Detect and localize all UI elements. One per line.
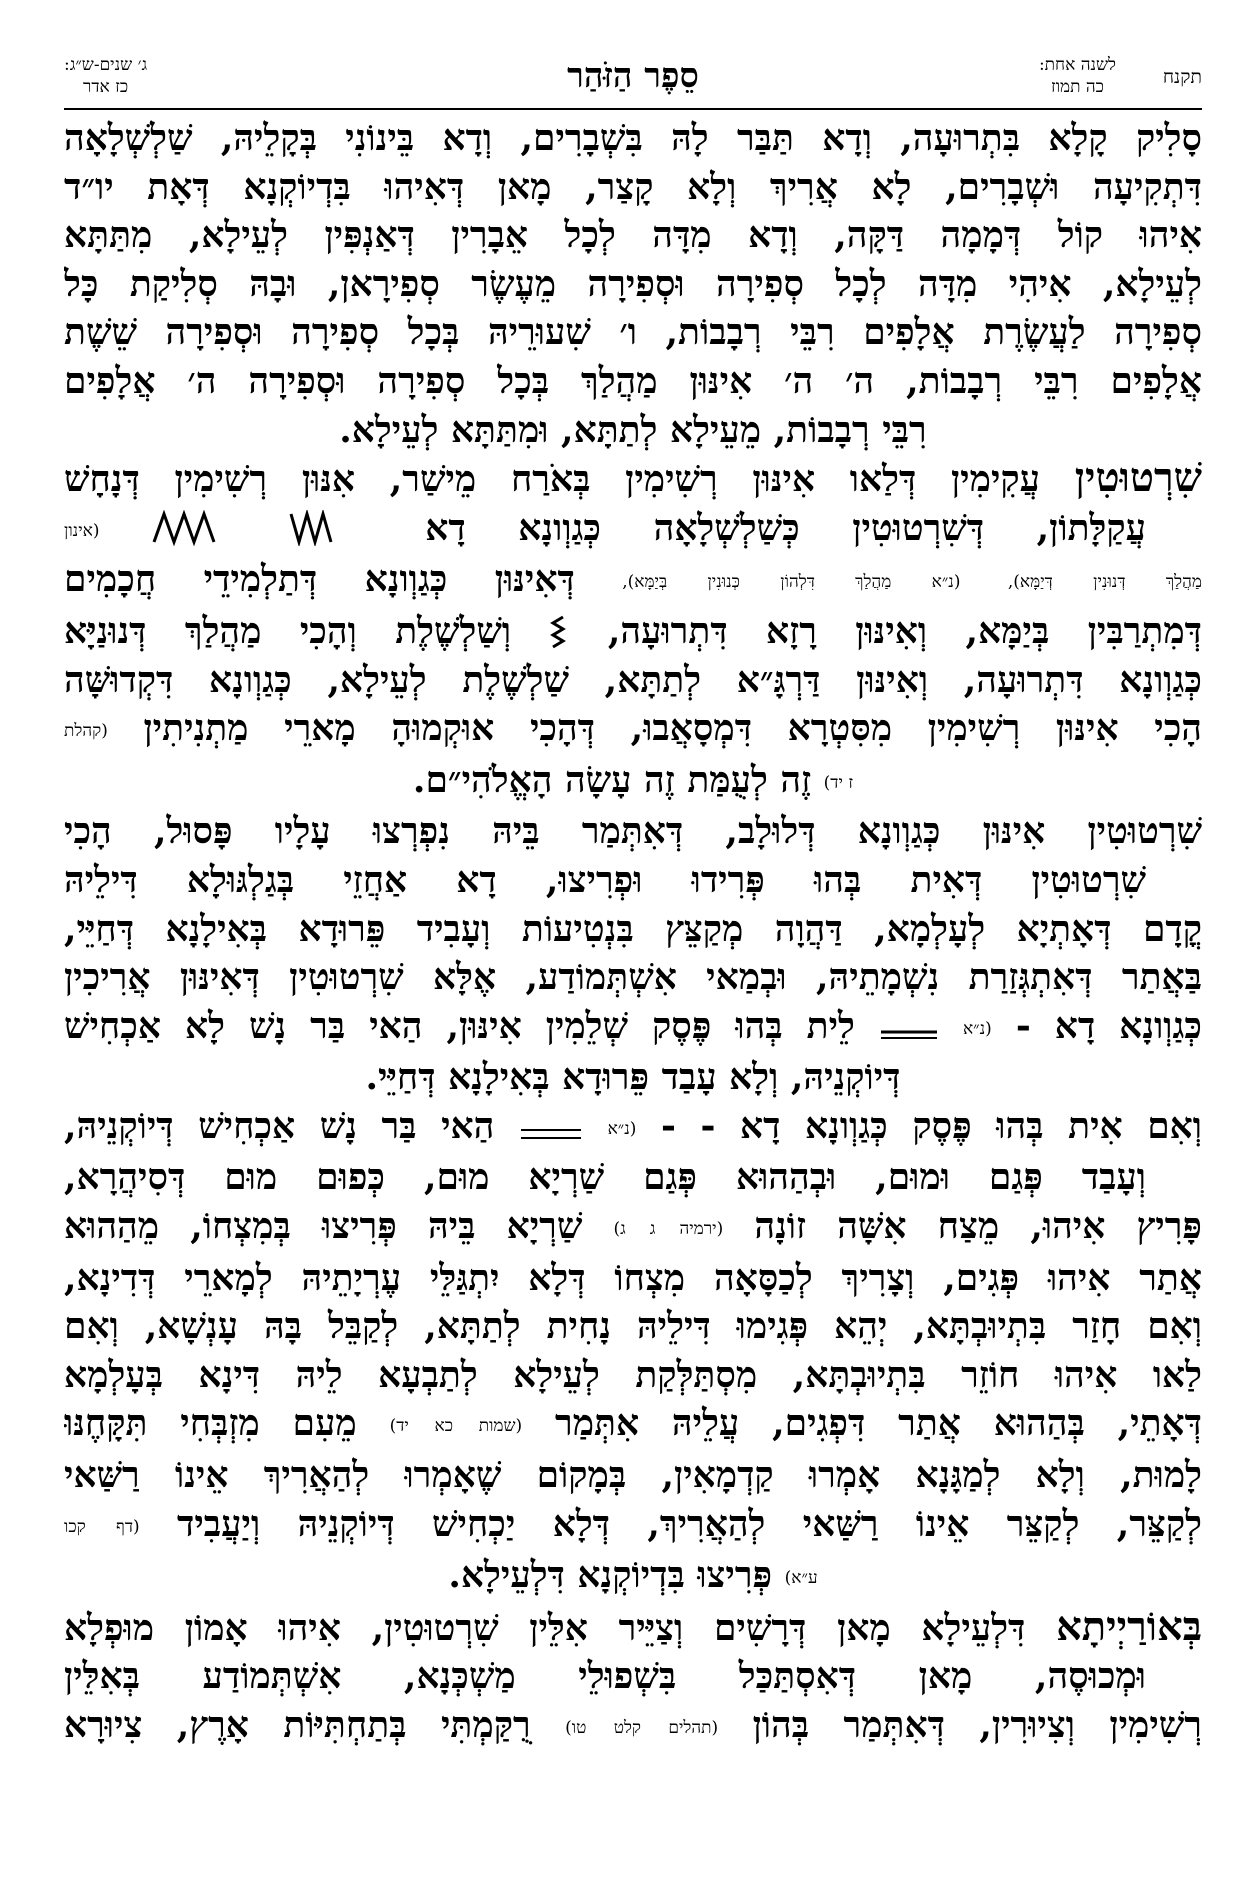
text-span: דְּאִינּוּן כְּגַוְונָא דְּתַלְמִידֵי חֲכָמִים <box>64 558 575 601</box>
text-line: אִיהוּ קוֹל דְּמָמָה דַּקָּה, וְדָא מִדָּה לְכָל אֵבָרִין דְּאַנְפִּין לְעֵילָא, מִתַּתָּא <box>64 214 1202 257</box>
text-line: שִׁרְטוּטִין אִינּוּן כְּגַוְונָא דְּלוּלָב, דְּאִתְּמַר בֵּיהּ נִפְרְצוּ עָלָיו פָּסוּל, הָכִי <box>64 810 1202 853</box>
unbroken-line-icon <box>879 1024 939 1044</box>
body-text <box>64 114 1202 1753</box>
text-span: שַׁרְיָא בֵּיהּ פְּרִיצוּ בְּמִצְחוֹ, מֵהַהוּא <box>64 1205 583 1248</box>
text-line <box>64 1701 1202 1753</box>
text-line <box>64 1002 1202 1054</box>
text-line: אֲלָפִים רִבֵּי רְבָבוֹת, ה׳ ה׳ אִינּוּן מַהֲלַךְ בְּכָל סְפִירָה וּסְפִירָה ה׳ אֲלָפִים <box>64 359 1202 402</box>
source-note: (תהלים קלט טו) <box>565 1718 719 1738</box>
text-span: זֶה לְעֻמַּת זֶה עָשָׂה הָאֱלֹהִי״ם. <box>412 758 812 801</box>
text-line: כְּגַוְונָא דִּתְרוּעָה, וְאִינּוּן דַּרְגָּ״א לְתַתָּא, שַׁלְשֶׁלֶת לְעֵילָא, כְּגַוְונָא דִּקְדוּשָּׁה <box>64 658 1202 701</box>
running-header <box>64 52 1202 110</box>
source-note: (ירמיה ג ג) <box>613 1219 724 1240</box>
text-line: לְעֵילָא, אִיהִי מִדָּה לְכָל סְפִירָה וּסְפִירָה מֵעֶשֶׂר סְפִירָאן, וּבָהּ סְלִיקַת כָּל <box>64 262 1202 305</box>
three-year-schedule <box>64 54 147 98</box>
paragraph-lead-word: בְּאוֹרַיְיתָא <box>1056 1602 1202 1650</box>
text-line <box>64 704 1202 756</box>
small-zigzag-icon <box>549 615 569 649</box>
text-span: עֲקִימִין דְּלַאו אִינּוּן רְשִׁימִין בְּאֹרַח מֵישַׁר, אִנּוּן רְשִׁימִין דְּנָחָשׁ <box>64 458 1041 501</box>
page-reference: ע״א) <box>784 1568 818 1589</box>
source-note: ז יד) <box>823 772 854 793</box>
text-span: רֻקַּמְתִּי בְּתַחְתִּיּוֹת אָרֶץ, צִיוּרָא <box>64 1704 531 1746</box>
text-span: פְּרִיצוּ בִּדְיוֹקְנָא דִּלְעֵילָא. <box>448 1554 773 1597</box>
text-line: דִּתְקִיעָה וּשְׁבָרִים, לָא אֲרִיךְ וְלָא קָצַר, מָאן דְּאִיהוּ בִּדְיוֹקְנָא דְּאָת יו״ד <box>64 165 1202 208</box>
text-line: אֲתַר אִיהוּ פְּגִים, וְצָרִיךְ לְכַסָּאָה מִצְחוֹ דְּלָא יִתְגַּלֵּי עֶרְיָתֵיהּ לְמָארֵי דְּדִינָא, <box>64 1256 1202 1299</box>
text-line <box>64 1500 1202 1552</box>
text-line <box>64 756 1202 808</box>
text-span: דִּלְעֵילָא מָאן דְּרָשִׁים וְצַיֵּיר אִלֵּין שִׁרְטוּטִין, אִיהוּ אָמוֹן מוּפְלָא <box>64 1606 1026 1649</box>
text-span: הָכִי אִינּוּן רְשִׁימִין מִסִּטְרָא דִּמְסָאֲבוּ, דְּהָכִי אוּקְמוּהָ מָארֵי מַתְנִיתִין <box>143 707 1202 750</box>
text-span: עֲקַלָּתוֹן, דְּשִׁרְטוּטִין כְּשַׁלְשְׁלָאָה כְּגַוְונָא דָא <box>425 506 1146 549</box>
text-span: מֵעִם מִזְבְּחִי תִּקָּחֶנּוּ <box>64 1402 357 1445</box>
paragraph-lead-word: שִׁרְטוּטִין <box>1074 454 1202 502</box>
text-line: בַּאֲתַר דְּאִתְגְּזַרַת נִשְׁמָתֵיהּ, וּבְמַאי אִשְׁתְּמוֹדַע, אֶלָּא שִׁרְטוּטִין דְּאִינּוּן אֲרִיכִין <box>64 956 1202 999</box>
text-line <box>64 1603 1202 1653</box>
page-reference: (דף קכו <box>64 1516 140 1537</box>
text-span: דְּמִתְרַבִּין בְּיַמָּא, וְאִינּוּן רָזָא דִּתְרוּעָה, <box>607 609 1202 652</box>
text-span: לְקַצֵּר, לְקַצֵּר אֵינוֹ רַשַּׁאי לְהַאֲרִיךְ, דְּלָא יַכְחִישׁ דְּיוֹקְנֵיהּ וְיַעֲבִיד <box>177 1502 1202 1545</box>
source-note: (אינון <box>64 520 100 541</box>
text-line: סָלִיק קָלָא בִּתְרוּעָה, וְדָא תַּבַּר לָהּ בִּשְׁבָרִים, וְדָא בֵּינוֹנִי בְּקָלֵיהּ, שַׁלְשְׁלָאָה <box>64 117 1202 159</box>
text-span: פָּרִיץ אִיהוּ, מֵצַח אִשָּׁה זוֹנָה <box>754 1205 1202 1248</box>
source-note: (שמות כא יד) <box>389 1416 523 1437</box>
text-line: דְּיוֹקְנֵיהּ, וְלָא עָבַד פֵּרוּדָא בְּאִילָנָא דְּחַיֵּי. <box>365 1056 901 1099</box>
tikkun-number: תקנח <box>1162 66 1202 88</box>
text-line: וְעָבַד פְּגַם וּמוּם, וּבְהַהוּא פְּגַם שַׁרְיָא מוּם, כְּפוּם מוּם דְּסִיהֲרָא, <box>64 1156 1146 1199</box>
text-line <box>64 454 1202 504</box>
text-span: וְשַׁלְשֶׁלֶת וְהָכִי מַהֲלַךְ דְּנוּנַיָּא <box>64 609 512 652</box>
yearly-label: לשנה אחת: <box>1038 55 1116 75</box>
zigzag-wave-icon <box>152 510 236 546</box>
yearly-date: כה תמוז <box>1050 77 1104 97</box>
text-line: סְפִירָה לַעֲשֶׂרֶת אֲלָפִים רִבֵּי רְבָבוֹת, ו׳ שִׁעוּרֵיהּ בְּכָל סְפִירָה וּסְפִירָה שֵׁשֶׁת <box>64 311 1202 354</box>
variant-note: (נ״א מַהֲלַךְ דִּלְהוֹן כְּנוּנִין בְּיַמָּא), <box>622 572 961 593</box>
text-line: רִבֵּי רְבָבוֹת, מֵעֵילָא לְתַתָּא, וּמִתַּתָּא לְעֵילָא. <box>339 408 927 451</box>
text-span: כְּגַוְונָא דָא - <box>1015 1004 1202 1047</box>
text-line <box>64 1551 1202 1603</box>
variant-note: (נ״א <box>962 1018 992 1039</box>
three-year-date: כז אדר <box>82 77 129 97</box>
text-line: שִׁרְטוּטִין דְּאִית בְּהוּ פְּרִידוּ וּפְרִיצוּ, דָא אַחֲזֵי בְּגַלְגּוּלָא דִּילֵיהּ <box>64 858 1146 901</box>
text-span: וְאִם אִית בְּהוּ פֶּסֶק כְּגַוְונָא דָא - - <box>661 1104 1202 1147</box>
text-line: לַאו אִיהוּ חוֹזֵר בִּתְיוּבְתָּא, מִסְתַּלְּקַת לְעֵילָא לְתַבְעָא לֵיהּ דִּינָא בְּעָלְמָא <box>64 1353 1202 1396</box>
text-line: וְאִם חָזַר בִּתְיוּבְתָּא, יְהֵא פְּגִימוּ דִּילֵיהּ נָחִית לְתַתָּא, לְקַבֵּל בָּהּ עָנְשָׁא, וְאִם <box>64 1305 1202 1348</box>
three-year-label: ג׳ שנים-ש״ג: <box>64 55 148 75</box>
source-note: מַהֲלַךְ דְּנוּנִין דְּיַמָּא), <box>1007 572 1202 593</box>
text-line: וּמְכוּסֶה, מָאן דְּאִסְתַּכַּל בִּשְׁפוּלֵי מַשְׁכְּנָא, אִשְׁתְּמוֹדַע בְּאִלֵּין <box>64 1655 1146 1698</box>
text-span: הַאי בַּר נָשׁ אַכְחִישׁ דְּיוֹקְנֵיהּ, <box>64 1104 495 1147</box>
zigzag-chain-icon <box>289 510 373 546</box>
text-line: קֳדָם דְּאָתְיָא לְעָלְמָא, דַּהֲוָה מְקַצֵּץ בִּנְטִיעוֹת וְעָבִיד פֵּרוּדָא בְּאִילָנָא דְּחַיֵּי, <box>64 907 1202 950</box>
text-line <box>64 1399 1202 1451</box>
text-span: רְשִׁימִין וְצִיוּרִין, דְּאִתְּמַר בְּהוֹן <box>752 1704 1202 1746</box>
text-span: דְּאָתֵי, בְּהַהוּא אֲתַר דִּפְגִים, עֲלֵיהּ אִתְּמַר <box>555 1402 1202 1445</box>
book-title: סֵפֶר הַזֹּהַר <box>567 56 699 96</box>
text-line <box>64 1102 1202 1154</box>
text-line <box>64 1202 1202 1254</box>
text-span: לֵית בְּהוּ פֶּסֶק שְׁלֵמִין אִינּוּן, הַאי בַּר נָשׁ לָא אַכְחִישׁ <box>64 1004 855 1047</box>
text-line <box>64 504 1202 556</box>
variant-note: (נ״א <box>607 1118 637 1139</box>
text-line: לָמוּת, וְלָא לְמַגָּנָא אָמְרוּ קַדְמָאִין, בְּמָקוֹם שֶׁאָמְרוּ לְהַאֲרִיךְ אֵינוֹ רַשַּׁאי <box>64 1454 1202 1497</box>
text-line <box>64 555 1202 607</box>
text-line <box>64 607 1202 656</box>
double-line-icon <box>519 1124 583 1144</box>
source-note: (קהלת <box>64 721 108 742</box>
